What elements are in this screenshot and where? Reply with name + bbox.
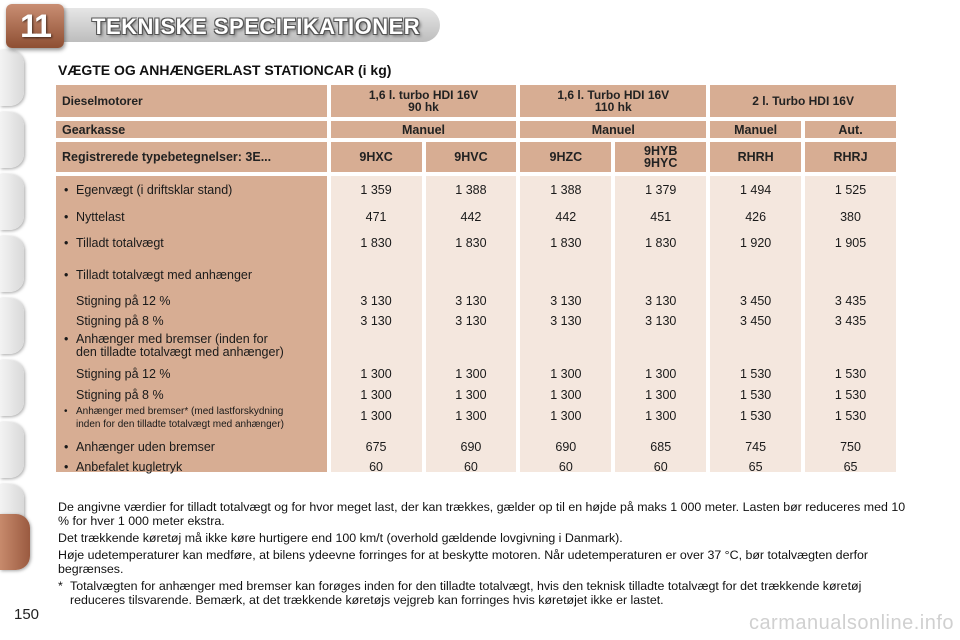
value-cell: 426 [745,210,767,224]
value-cell: 3 450 [739,314,772,328]
value-cell: 1 300 [550,367,582,381]
type-header: 9HZC [520,142,611,172]
gear-header: Aut. [805,121,896,138]
value-cell: 1 905 [834,236,867,250]
row-label [56,314,327,328]
row-label [56,210,327,224]
chapter-tab[interactable] [0,360,24,416]
value-column [710,176,801,472]
row-label [56,388,327,402]
type-header: 9HVC [426,142,517,172]
type-header: RHRJ [805,142,896,172]
row-label-text: Stigning på 8 % [76,388,164,402]
bullet: • [64,210,69,224]
motor-header: 1,6 l. turbo HDI 16V 90 hk [331,85,517,117]
chapter-tab[interactable] [0,174,24,230]
value-cell: 3 130 [645,294,677,308]
bullet: • [64,183,69,197]
bullet: • [64,332,69,346]
row-label-text: Tilladt totalvægt med anhænger [76,268,253,282]
chapter-tab[interactable] [0,236,24,292]
chapter-tab-strip [0,50,30,610]
value-cell: 3 435 [834,294,867,308]
row-label [56,460,327,474]
value-cell: 1 300 [455,409,487,423]
motor-header: 1,6 l. Turbo HDI 16V 110 hk [520,85,706,117]
note-paragraph: De angivne værdier for tilladt totalvægt og for hvor meget last, der kan trækkes, gælder op til en højde på maks 1 000 meter. Lasten bør reduceres med 10 % for hver 1 000 meter ekstra. [58,500,906,528]
row-label-text: Stigning på 12 % [76,367,171,381]
value-cell: 60 [653,460,668,474]
value-cell: 1 530 [739,388,772,402]
row-label [56,268,327,282]
type-header: 9HXC [331,142,422,172]
chapter-badge: 11 [6,4,64,48]
value-cell: 3 130 [550,314,582,328]
row-label [56,333,327,359]
row-label-text: inden for den tilladte totalvægt med anhænger) [76,419,284,430]
bullet: • [64,440,69,454]
page-number: 150 [14,606,40,623]
value-cell: 1 300 [360,409,392,423]
value-cell: 1 530 [834,367,867,381]
value-cell: 3 450 [739,294,772,308]
row-label [56,405,327,431]
watermark: carmanualsonline.info [748,612,954,634]
gear-header: Manuel [520,121,706,138]
value-cell: 3 130 [360,314,392,328]
motor-header: 2 l. Turbo HDI 16V [710,85,896,117]
notes [58,500,906,607]
value-cell: 1 830 [645,236,677,250]
value-cell: 1 300 [455,367,487,381]
value-cell: 442 [555,210,577,224]
bullet: • [64,236,69,250]
value-cell: 1 359 [360,183,392,197]
page-title: TEKNISKE SPECIFIKATIONER [92,14,421,39]
value-cell: 1 530 [834,388,867,402]
row-label-text: den tilladte totalvægt med anhænger) [76,345,284,359]
value-cell: 380 [840,210,861,224]
chapter-tab[interactable] [0,50,24,106]
value-cell: 1 388 [455,183,487,197]
type-header: 9HYB 9HYC [615,142,706,172]
row-label [56,367,327,381]
gear-header: Manuel [710,121,801,138]
value-cell: 1 300 [645,409,677,423]
value-cell: 675 [365,440,387,454]
footnote-mark: * [58,579,63,593]
type-header: RHRH [710,142,801,172]
value-cell: 1 300 [645,388,677,402]
row-label-text: Stigning på 8 % [76,314,164,328]
row-label [56,183,327,197]
value-cell: 1 300 [455,388,487,402]
value-cell: 471 [365,210,387,224]
value-column [426,176,517,472]
value-cell: 1 525 [834,183,867,197]
value-cell: 1 379 [645,183,677,197]
motor-label: Dieselmotorer [56,85,327,117]
bullet: • [64,268,69,282]
value-cell: 3 130 [455,294,487,308]
footnote [58,579,906,607]
value-cell: 750 [840,440,861,454]
value-cell: 60 [369,460,383,474]
value-cell: 1 300 [550,409,582,423]
page-header [0,0,960,52]
section-title: VÆGTE OG ANHÆNGERLAST STATIONCAR (i kg) [58,62,392,78]
value-cell: 442 [460,210,482,224]
row-label-text: Anbefalet kugletryk [76,460,183,474]
value-cell: 1 300 [360,388,392,402]
value-cell: 1 830 [455,236,487,250]
chapter-tab[interactable] [0,422,24,478]
values-row [56,176,896,472]
value-column [615,176,706,472]
value-cell: 1 530 [739,367,772,381]
type-row [56,142,896,172]
row-label-text: Stigning på 12 % [76,294,171,308]
value-cell: 65 [843,460,858,474]
note-paragraph: Det trækkende køretøj må ikke køre hurtigere end 100 km/t (overhold gældende lovgivning i Danmark). [58,531,623,545]
motor-row [56,85,896,117]
gear-header: Manuel [331,121,517,138]
gear-row [56,121,896,138]
value-cell: 685 [650,440,672,454]
value-column [805,176,896,472]
chapter-tab[interactable] [0,298,24,354]
row-label [56,294,327,308]
value-cell: 690 [555,440,577,454]
value-cell: 60 [463,460,478,474]
value-cell: 3 130 [360,294,392,308]
value-cell: 1 530 [834,409,867,423]
gear-label: Gearkasse [56,121,327,138]
value-cell: 3 130 [455,314,487,328]
note-paragraph: Høje udetemperaturer kan medføre, at bilens ydeevne forringes for at beskytte motoren. Når udetemperaturen er over 37 °C, bør totalvægten derfor begrænses. [58,548,869,576]
value-cell: 1 494 [739,183,772,197]
chapter-tab-active[interactable] [0,514,30,570]
value-cell: 1 300 [360,367,392,381]
row-label [56,236,327,250]
value-cell: 451 [650,210,672,224]
row-label-text: Anhænger uden bremser [76,440,215,454]
value-cell: 3 435 [834,314,867,328]
row-labels [56,176,327,472]
value-cell: 1 920 [739,236,772,250]
row-label [56,440,327,454]
value-cell: 1 830 [360,236,392,250]
bullet: • [64,460,69,474]
value-cell: 1 300 [550,388,582,402]
value-column [331,176,422,472]
value-cell: 60 [558,460,573,474]
value-cell: 3 130 [550,294,582,308]
row-label-text: Anhænger med bremser (inden for [76,332,268,346]
spec-table [52,81,900,476]
value-cell: 1 300 [645,367,677,381]
value-cell: 3 130 [645,314,677,328]
value-cell: 1 830 [550,236,582,250]
bullet: • [64,406,68,417]
row-label-text: Anhænger med bremser* (med lastforskydning [76,406,284,417]
value-column [520,176,611,472]
value-cell: 1 530 [739,409,772,423]
row-label-text: Nyttelast [76,210,125,224]
footnote-text: Totalvægten for anhænger med bremser kan forøges inden for den tilladte totalvægt, hvis den teknisk tilladte totalvægt for det trækkende køretøj reduceres tilsvarende. Bemærk, at det trækkende køretøjs vejgreb kan forringes hvis køretøjet ikke er lastet. [70,579,862,607]
value-cell: 1 388 [550,183,582,197]
value-cell: 690 [460,440,482,454]
type-label: Registrerede typebetegnelser: 3E... [56,142,327,172]
value-cell: 745 [745,440,767,454]
row-label-text: Egenvægt (i driftsklar stand) [76,183,233,197]
chapter-tab[interactable] [0,112,24,168]
value-cell: 65 [748,460,763,474]
row-label-text: Tilladt totalvægt [76,236,164,250]
